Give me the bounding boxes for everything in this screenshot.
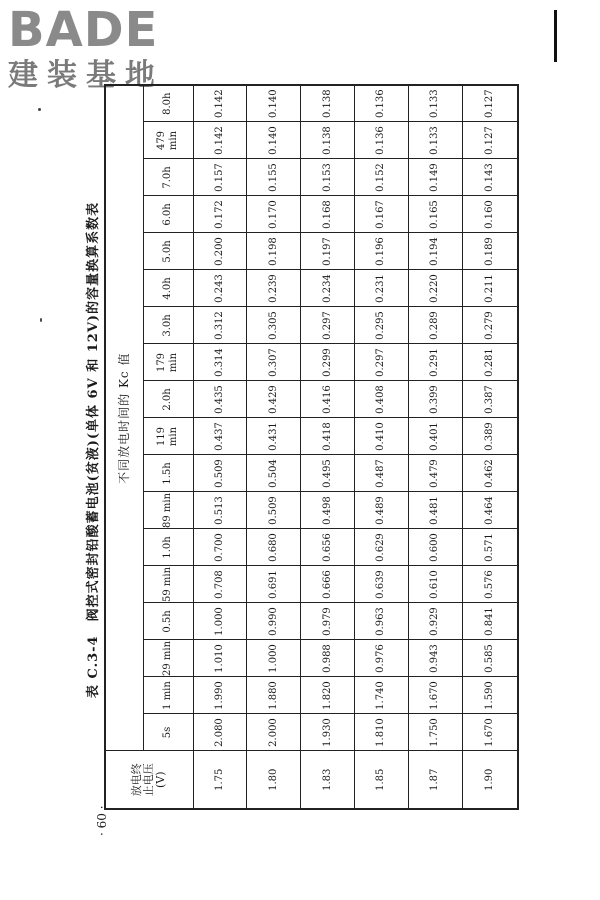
kc-value-cell: 0.289 (408, 307, 462, 344)
kc-value-cell: 0.700 (193, 529, 247, 566)
kc-value-cell: 0.498 (301, 492, 355, 529)
column-header: 1.0h (143, 529, 193, 566)
kc-value-cell: 2.000 (247, 714, 301, 751)
logo-subtitle: 建装基地 (8, 58, 164, 93)
kc-value-cell: 0.127 (462, 122, 518, 159)
column-header: 1.5h (143, 455, 193, 492)
kc-value-cell: 0.172 (193, 196, 247, 233)
kc-value-cell: 0.416 (301, 381, 355, 418)
voltage-cell: 1.75 (193, 751, 247, 809)
column-header: 0.5h (143, 603, 193, 640)
kc-value-cell: 0.133 (408, 122, 462, 159)
voltage-header-line: 放电终 (130, 763, 144, 797)
kc-value-cell: 0.312 (193, 307, 247, 344)
column-header: 3.0h (143, 307, 193, 344)
table-group-header-row (105, 85, 143, 809)
kc-value-cell: 0.389 (462, 418, 518, 455)
kc-value-cell: 1.820 (301, 677, 355, 714)
kc-value-cell: 0.479 (408, 455, 462, 492)
kc-value-cell: 0.231 (354, 270, 408, 307)
kc-value-cell: 1.670 (408, 677, 462, 714)
column-header: 6.0h (143, 196, 193, 233)
kc-value-cell: 0.979 (301, 603, 355, 640)
kc-value-cell: 0.295 (354, 307, 408, 344)
kc-value-cell: 0.963 (354, 603, 408, 640)
kc-value-cell: 0.279 (462, 307, 518, 344)
column-header: 479 min (143, 122, 193, 159)
kc-value-cell: 0.943 (408, 640, 462, 677)
kc-value-cell: 0.314 (193, 344, 247, 381)
voltage-header-line: 止电压 (142, 763, 156, 797)
kc-value-cell: 0.234 (301, 270, 355, 307)
kc-value-cell: 0.136 (354, 122, 408, 159)
kc-value-cell: 0.138 (301, 122, 355, 159)
voltage-cell: 1.83 (301, 751, 355, 809)
table-column-header-row (143, 85, 193, 809)
voltage-column-header (105, 751, 193, 809)
kc-value-cell: 0.142 (193, 85, 247, 122)
kc-value-cell: 0.410 (354, 418, 408, 455)
kc-value-cell: 1.670 (462, 714, 518, 751)
kc-value-cell: 0.495 (301, 455, 355, 492)
column-header: 89 min (143, 492, 193, 529)
kc-value-cell: 0.143 (462, 159, 518, 196)
kc-value-cell: 0.481 (408, 492, 462, 529)
kc-value-cell: 0.435 (193, 381, 247, 418)
kc-value-cell: 1.750 (408, 714, 462, 751)
column-header: 179 min (143, 344, 193, 381)
kc-value-cell: 0.220 (408, 270, 462, 307)
kc-value-cell: 1.990 (193, 677, 247, 714)
kc-value-cell: 0.629 (354, 529, 408, 566)
kc-value-cell: 0.408 (354, 381, 408, 418)
kc-value-cell: 0.576 (462, 566, 518, 603)
kc-value-cell: 0.429 (247, 381, 301, 418)
kc-value-cell: 0.194 (408, 233, 462, 270)
kc-value-cell: 1.740 (354, 677, 408, 714)
kc-value-cell: 0.399 (408, 381, 462, 418)
column-header: 1 min (143, 677, 193, 714)
kc-value-cell: 0.307 (247, 344, 301, 381)
kc-value-cell: 0.976 (354, 640, 408, 677)
kc-value-cell: 0.509 (247, 492, 301, 529)
kc-value-cell: 0.929 (408, 603, 462, 640)
kc-value-cell: 0.297 (301, 307, 355, 344)
kc-value-cell: 0.610 (408, 566, 462, 603)
kc-value-cell: 0.513 (193, 492, 247, 529)
voltage-cell: 1.80 (247, 751, 301, 809)
kc-value-cell: 0.571 (462, 529, 518, 566)
kc-value-cell: 0.197 (301, 233, 355, 270)
kc-value-cell: 0.401 (408, 418, 462, 455)
kc-value-cell: 0.988 (301, 640, 355, 677)
kc-value-cell: 0.462 (462, 455, 518, 492)
kc-value-cell: 0.585 (462, 640, 518, 677)
kc-value-cell: 0.168 (301, 196, 355, 233)
kc-value-cell: 0.243 (193, 270, 247, 307)
kc-value-cell: 0.600 (408, 529, 462, 566)
kc-value-cell: 0.504 (247, 455, 301, 492)
kc-value-cell: 0.239 (247, 270, 301, 307)
kc-value-cell: 0.418 (301, 418, 355, 455)
table-row (247, 85, 301, 809)
kc-value-cell: 0.656 (301, 529, 355, 566)
table-row (354, 85, 408, 809)
kc-value-cell: 0.691 (247, 566, 301, 603)
kc-value-cell: 0.170 (247, 196, 301, 233)
table-title: 表 C.3-4 阀控式密封铅酸蓄电池(贫液)(单体 6V 和 12V)的容量换算系数表 (86, 201, 101, 699)
kc-value-cell: 1.000 (193, 603, 247, 640)
voltage-header-line: (V) (154, 771, 168, 789)
kc-value-cell: 0.990 (247, 603, 301, 640)
column-header: 59 min (143, 566, 193, 603)
kc-value-cell: 0.165 (408, 196, 462, 233)
kc-value-cell: 0.299 (301, 344, 355, 381)
kc-value-cell: 0.198 (247, 233, 301, 270)
kc-value-cell: 0.155 (247, 159, 301, 196)
kc-value-cell: 0.200 (193, 233, 247, 270)
kc-value-cell: 1.010 (193, 640, 247, 677)
kc-value-cell: 0.291 (408, 344, 462, 381)
kc-value-cell: 0.437 (193, 418, 247, 455)
table-row (462, 85, 518, 809)
column-header: 2.0h (143, 381, 193, 418)
kc-value-cell: 1.000 (247, 640, 301, 677)
kc-value-cell: 1.590 (462, 677, 518, 714)
kc-value-cell: 0.211 (462, 270, 518, 307)
kc-value-cell: 0.639 (354, 566, 408, 603)
kc-value-cell: 0.297 (354, 344, 408, 381)
kc-value-cell: 0.509 (193, 455, 247, 492)
table-row (193, 85, 247, 809)
table-row (301, 85, 355, 809)
kc-value-cell: 0.142 (193, 122, 247, 159)
voltage-cell: 1.85 (354, 751, 408, 809)
kc-value-cell: 2.080 (193, 714, 247, 751)
kc-value-cell: 0.666 (301, 566, 355, 603)
kc-value-cell: 0.841 (462, 603, 518, 640)
column-header: 119 min (143, 418, 193, 455)
kc-value-cell: 0.140 (247, 122, 301, 159)
kc-value-cell: 0.157 (193, 159, 247, 196)
capacity-coefficient-table (104, 84, 519, 810)
voltage-cell: 1.87 (408, 751, 462, 809)
kc-value-cell: 0.489 (354, 492, 408, 529)
kc-value-cell: 0.152 (354, 159, 408, 196)
column-header: 4.0h (143, 270, 193, 307)
kc-value-cell: 1.880 (247, 677, 301, 714)
kc-value-cell: 0.138 (301, 85, 355, 122)
kc-value-cell: 0.127 (462, 85, 518, 122)
kc-value-cell: 0.153 (301, 159, 355, 196)
kc-value-cell: 0.305 (247, 307, 301, 344)
column-header: 29 min (143, 640, 193, 677)
kc-value-cell: 0.281 (462, 344, 518, 381)
kc-value-cell: 0.431 (247, 418, 301, 455)
kc-value-cell: 0.167 (354, 196, 408, 233)
kc-value-cell: 0.464 (462, 492, 518, 529)
kc-value-cell: 0.149 (408, 159, 462, 196)
kc-value-cell: 0.189 (462, 233, 518, 270)
kc-value-cell: 0.140 (247, 85, 301, 122)
kc-value-cell: 0.136 (354, 85, 408, 122)
column-header: 8.0h (143, 85, 193, 122)
kc-value-cell: 0.708 (193, 566, 247, 603)
kc-value-cell: 0.133 (408, 85, 462, 122)
kc-value-cell: 1.930 (301, 714, 355, 751)
column-header: 7.0h (143, 159, 193, 196)
page-number: · 60 · (95, 805, 109, 836)
kc-value-cell: 0.487 (354, 455, 408, 492)
table-row (408, 85, 462, 809)
kc-value-cell: 0.680 (247, 529, 301, 566)
table-body (193, 85, 518, 809)
column-header: 5s (143, 714, 193, 751)
column-header: 5.0h (143, 233, 193, 270)
logo-brand: BADE (8, 2, 159, 58)
kc-value-cell: 0.196 (354, 233, 408, 270)
kc-value-cell: 0.160 (462, 196, 518, 233)
kc-value-cell: 0.387 (462, 381, 518, 418)
kc-value-cell: 1.810 (354, 714, 408, 751)
voltage-cell: 1.90 (462, 751, 518, 809)
kc-group-header: 不同放电时间的 Kc 值 (105, 85, 143, 751)
